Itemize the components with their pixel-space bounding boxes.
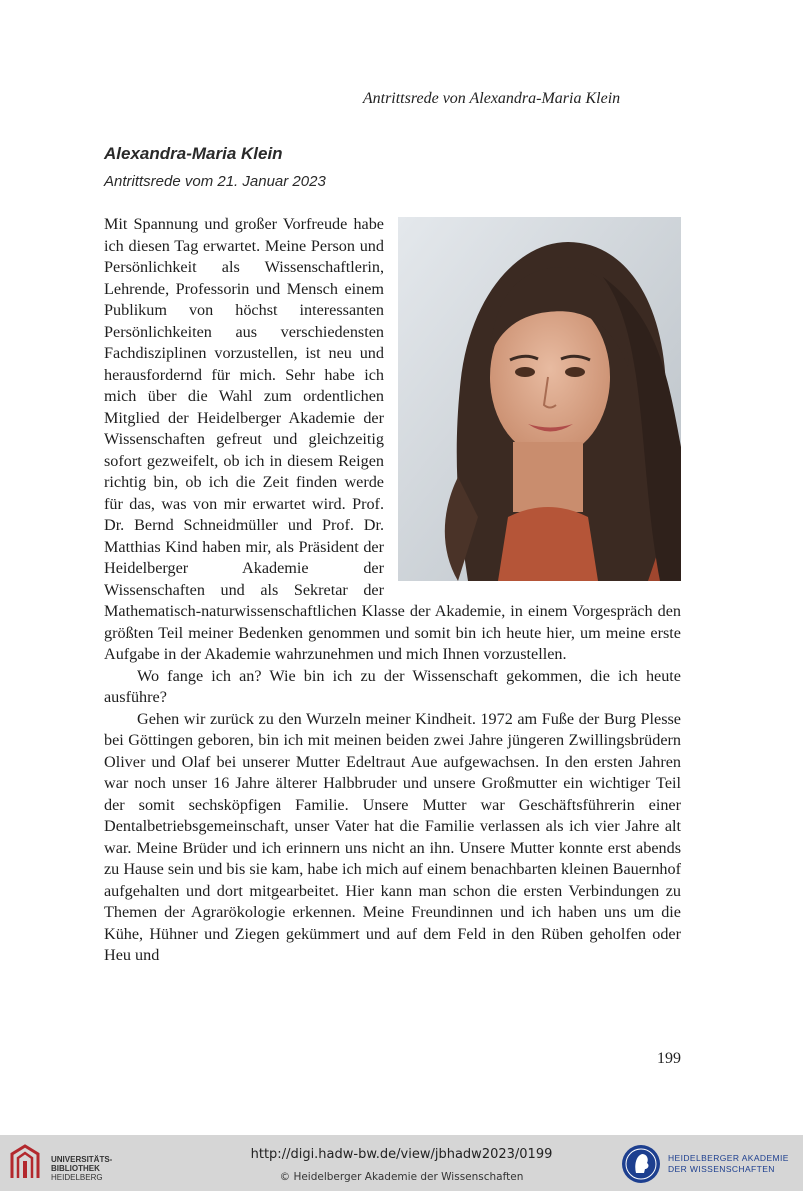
library-line-3: HEIDELBERG [51, 1173, 103, 1182]
portrait-icon [398, 217, 681, 581]
academy-line-1: HEIDELBERGER AKADEMIE [668, 1153, 789, 1163]
portrait-photo [398, 217, 681, 581]
library-line-1: UNIVERSITÄTS- [51, 1155, 113, 1164]
paragraph-2: Wo fange ich an? Wie bin ich zu der Wissenschaft gekommen, die ich heute ausführe? [104, 666, 681, 706]
paragraph-3: Gehen wir zurück zu den Wurzeln meiner Kindheit. 1972 am Fuße der Burg Plesse bei Göttingen geboren, bin ich mit meinen beiden zwei Jahre jüngeren Zwillingsbrüdern Oliver und Olaf bei unserer Mutter Edeltraut Aue aufgewachsen. In den ersten Jahren war noch unser 16 Jahre älterer Halbbruder und unsere Großmutter ein wichtiger Teil der somit sechsköpfigen Familie. Unsere Mutter war Geschäftsführerin einer Dentalbetriebsgemeinschaft, unser Vater hat die Familie verlassen als ich vier Jahre alt war. Meine Brüder und ich erinnern uns nicht an ihn. Unsere Mutter konnte erst abends zu Hause sein und bis sie kam, habe ich mich auf einem benachbarten kleinen Bauernhof aufgehalten und dort mitgearbeitet. Hier kann man schon die ersten Verbindungen zu Themen der Agrarökologie erkennen. Meine Freundinnen und ich haben uns um die Kühe, Hühner und Ziegen gekümmert und auf dem Feld in den Rüben geholfen oder Heu und [104, 709, 681, 964]
body-text [104, 214, 681, 967]
academy-line-2: DER WISSENSCHAFTEN [668, 1164, 775, 1174]
paragraph-1: Mit Spannung und großer Vorfreude habe ich diesen Tag erwartet. Meine Person und Persönlichkeit als Wissenschaftlerin, Lehrende, Professorin und Mensch einem Publikum von höchst interessanten Persönlichkeiten aus verschiedensten Fachdisziplinen vorzustellen, ist neu und herausfordernd für mich. Sehr habe ich mich über die Wahl zum ordentlichen Mitglied der Heidelberger Akademie der Wissenschaften gefreut und gleichzeitig sofort gezweifelt, ob ich in diesem Reigen richtig bin, ob ich die Zeit finden werde für das, was von mir erwartet wird. Prof. Dr. Bernd Schneidmüller und Prof. Dr. Matthias Kind haben mir, als Präsident der Heidelberger Akademie der Wissenschaften und als Sekretar der Mathematisch-naturwissenschaftlichen Klasse der Akademie, in einem Vorgespräch den größten Teil meiner Bedenken genommen und somit bin ich heute hier, um meine erste Aufgabe in der Akademie wahrzunehmen und mich Ihnen vorzustellen. [104, 215, 681, 663]
viewer-footer [0, 1135, 803, 1191]
academy-name [668, 1153, 789, 1175]
academy-emblem-icon [620, 1143, 662, 1185]
library-line-2: BIBLIOTHEK [51, 1164, 100, 1173]
author-name: Alexandra-Maria Klein [104, 144, 283, 163]
running-head: Antrittsrede von Alexandra-Maria Klein [362, 90, 621, 107]
academy-logo[interactable] [620, 1143, 800, 1185]
document-url-link[interactable]: http://digi.hadw-bw.de/view/jbhadw2023/0199 [250, 1147, 553, 1162]
speech-subtitle: Antrittsrede vom 21. Januar 2023 [104, 173, 326, 190]
page-number: 199 [657, 1050, 681, 1067]
copyright-notice: © Heidelberger Akademie der Wissenschaften [279, 1171, 524, 1183]
